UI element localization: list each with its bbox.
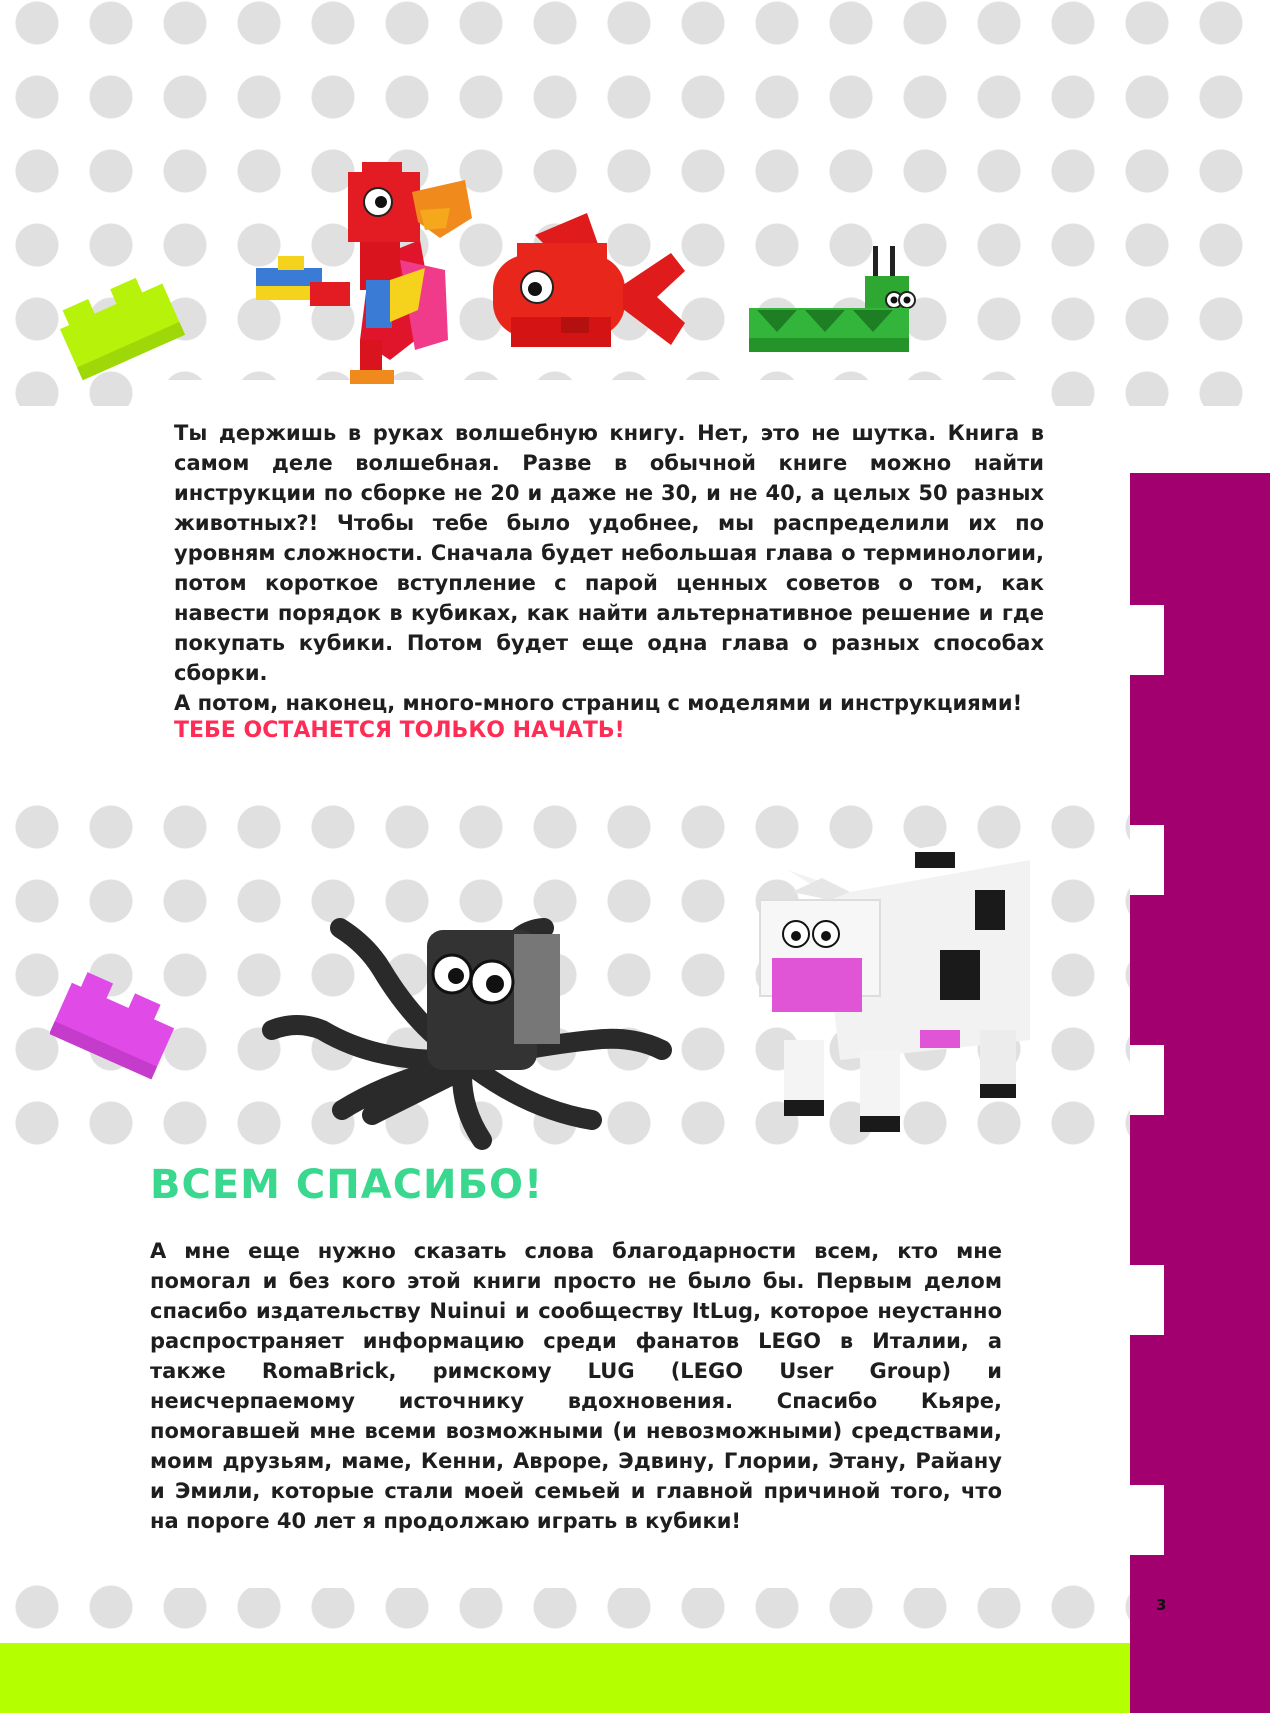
intro-paragraph: Ты держишь в руках волшебную книгу. Нет, это не шутка. Книга в самом деле волшебная. Разве в обычной книге можно найти инструкции по сборке не 20 и даже не 30, и не 40, а целых 50 разных животных?! Чтобы тебе было удобнее, мы распределили их по уровням сложности. Сначала будет небольшая глава о терминологии, потом короткое вступление с парой ценных советов о том, как навести порядок в кубиках, как найти альтернативное решение и где покупать кубики. Потом будет еще одна глава о разных способах сборки.: [174, 421, 1044, 685]
thanks-heading: ВСЕМ СПАСИБО!: [150, 1162, 544, 1208]
side-tab-notch: [1130, 1045, 1164, 1115]
page-number: 3: [1156, 1596, 1167, 1614]
fish-illustration: [475, 205, 705, 375]
slogan: ТЕБЕ ОСТАНЕТСЯ ТОЛЬКО НАЧАТЬ!: [174, 718, 625, 743]
side-tab-notch: [1130, 1265, 1164, 1335]
intro-paragraph: А потом, наконец, много-много страниц с моделями и инструкциями!: [174, 691, 1023, 715]
intro-text: [174, 418, 1044, 718]
magenta-brick-illustration: [50, 968, 180, 1083]
bottom-bar: [0, 1643, 1270, 1713]
side-tab-notch: [1130, 1485, 1164, 1555]
thanks-paragraph: А мне еще нужно сказать слова благодарности всем, кто мне помогал и без кого этой книги просто не было бы. Первым делом спасибо издательству Nuinui и сообществу ItLug, которое неустанно распространяет информацию среди фанатов LEGO в Италии, а также RomaBrick, римскому LUG (LEGO User Group) и неисчерпаемому источнику вдохновения. Спасибо Кьяре, помогавшей мне всеми возможными (и невозможными) средствами, моим друзьям, маме, Кенни, Авроре, Эдвину, Глории, Этану, Райану и Эмили, которые стали моей семьей и главной причиной того, что на пороге 40 лет я продолжаю играть в кубики!: [150, 1239, 1002, 1533]
octopus-illustration: [262, 910, 702, 1150]
green-brick-illustration: [56, 268, 186, 383]
thanks-text: [150, 1236, 1002, 1536]
parrot-illustration: [250, 150, 490, 390]
side-tab-notch: [1130, 825, 1164, 895]
caterpillar-illustration: [745, 240, 945, 370]
side-tab-notch: [1130, 605, 1164, 675]
cow-illustration: [750, 830, 1040, 1150]
